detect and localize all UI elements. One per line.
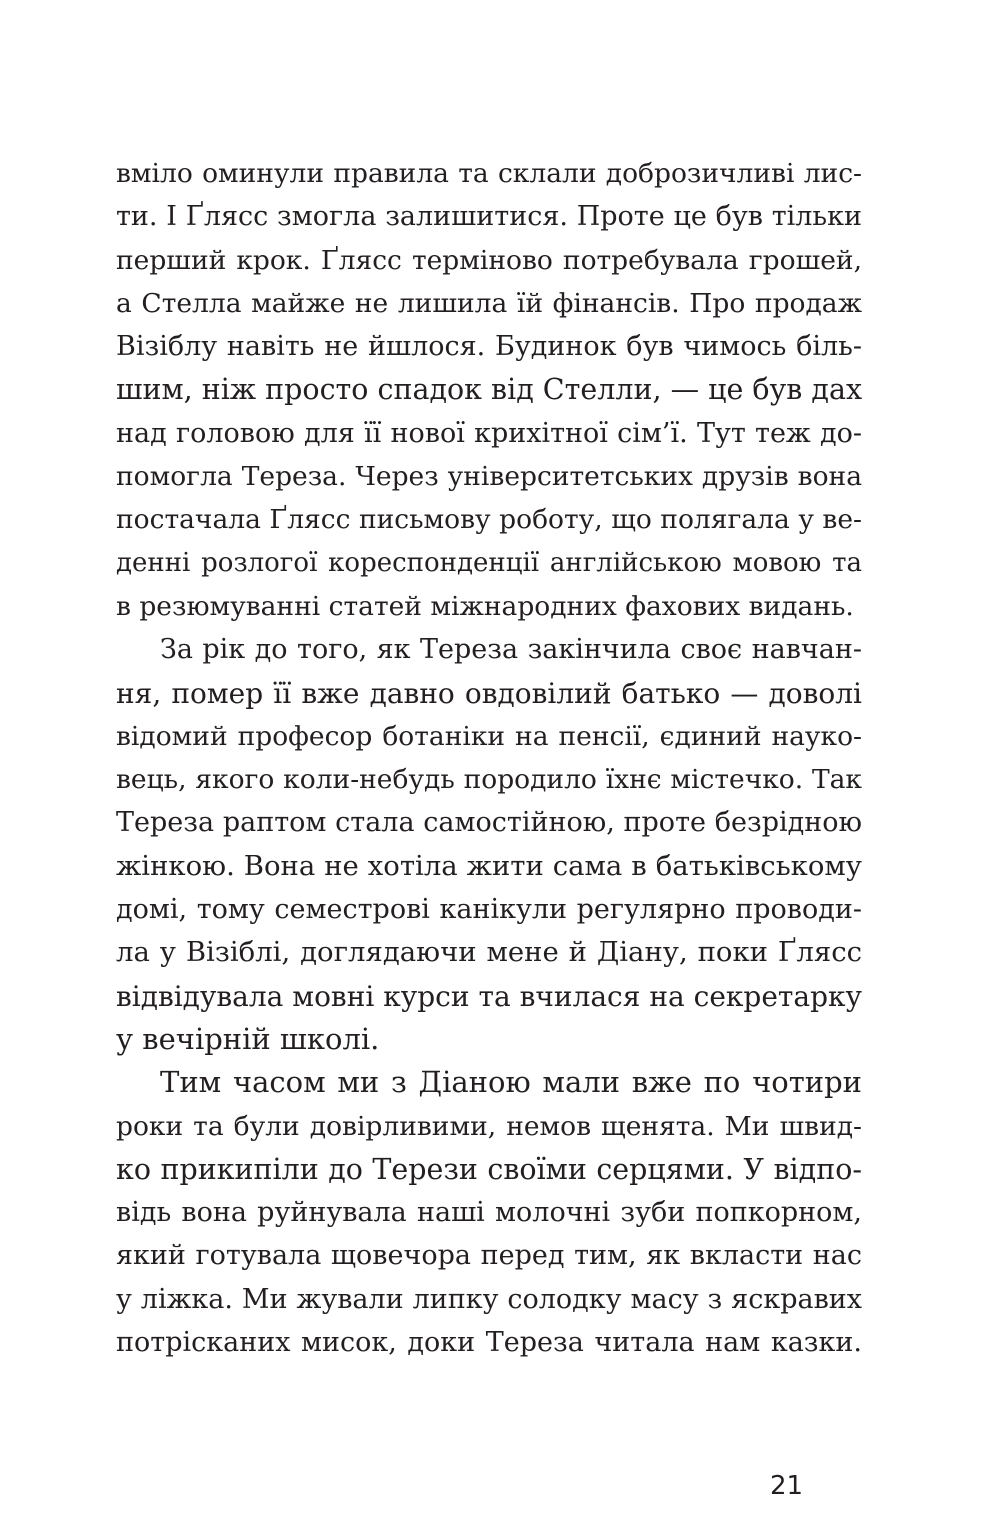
text-line: денні розлогої кореспонденції англійською мовою та [116, 547, 862, 578]
text-line: який готувала щовечора перед тим, як вкласти нас [116, 1240, 862, 1272]
text-line: Тереза раптом стала самостійною, проте безрідною [116, 807, 862, 839]
text-line: перший крок. Ґлясс терміново потребувала грошей, [116, 244, 862, 276]
text-line: над головою для її нової крихітної сім’ї. Тут теж до- [116, 417, 862, 449]
text-line: помогла Тереза. Через університетських друзів вона [116, 461, 862, 493]
text-line: постачала Ґлясс письмову роботу, що полягала у ве- [116, 504, 862, 536]
text-line: ня, помер її вже давно овдовілий батько — доволі [116, 676, 862, 710]
text-line: ко прикипіли до Терези своїми серцями. У відпо- [116, 1152, 862, 1186]
text-line: в резюмуванні статей міжнародних фахових видань. [116, 590, 854, 622]
text-line: Візіблу навіть не йшлося. Будинок був чимось біль- [116, 331, 862, 363]
page-number: 21 [770, 1471, 804, 1501]
text-line: ла у Візіблі, доглядаючи мене й Діану, поки Ґлясс [116, 936, 862, 969]
text-line: відвідувала мовні курси та вчилася на секретарку [116, 979, 862, 1013]
text-line: відомий професор ботаніки на пенсії, єдиний науко- [116, 720, 862, 752]
text-line: шим, ніж просто спадок від Стелли, — це був дах [116, 373, 863, 407]
body-text [116, 152, 862, 1364]
text-line: жінкою. Вона не хотіла жити сама в батьківському [116, 849, 862, 882]
text-line: а Стелла майже не лишила їй фінансів. Про продаж [116, 287, 862, 319]
text-line: у ліжка. Ми жували липку солодку масу з яскравих [116, 1283, 862, 1315]
text-line: потрісканих мисок, доки Тереза читала нам казки. [116, 1327, 862, 1359]
text-line: За рік до того, як Тереза закінчила своє навчан- [160, 634, 862, 666]
text-line: роки та були довірливими, немов щенята. Ми швид- [116, 1110, 862, 1142]
text-line: домі, тому семестрові канікули регулярно проводи- [116, 894, 862, 926]
text-line: ти. І Ґлясс змогла залишитися. Проте це був тільки [116, 201, 862, 233]
text-line: Тим часом ми з Діаною мали вже по чотири [160, 1065, 862, 1100]
text-line: вець, якого коли-небудь породило їхнє містечко. Так [116, 764, 862, 796]
text-line: відь вона руйнувала наші молочні зуби попкорном, [116, 1197, 862, 1229]
text-line: вміло оминули правила та склали доброзичливі лис- [116, 158, 862, 189]
text-line: у вечірній школі. [116, 1021, 380, 1056]
